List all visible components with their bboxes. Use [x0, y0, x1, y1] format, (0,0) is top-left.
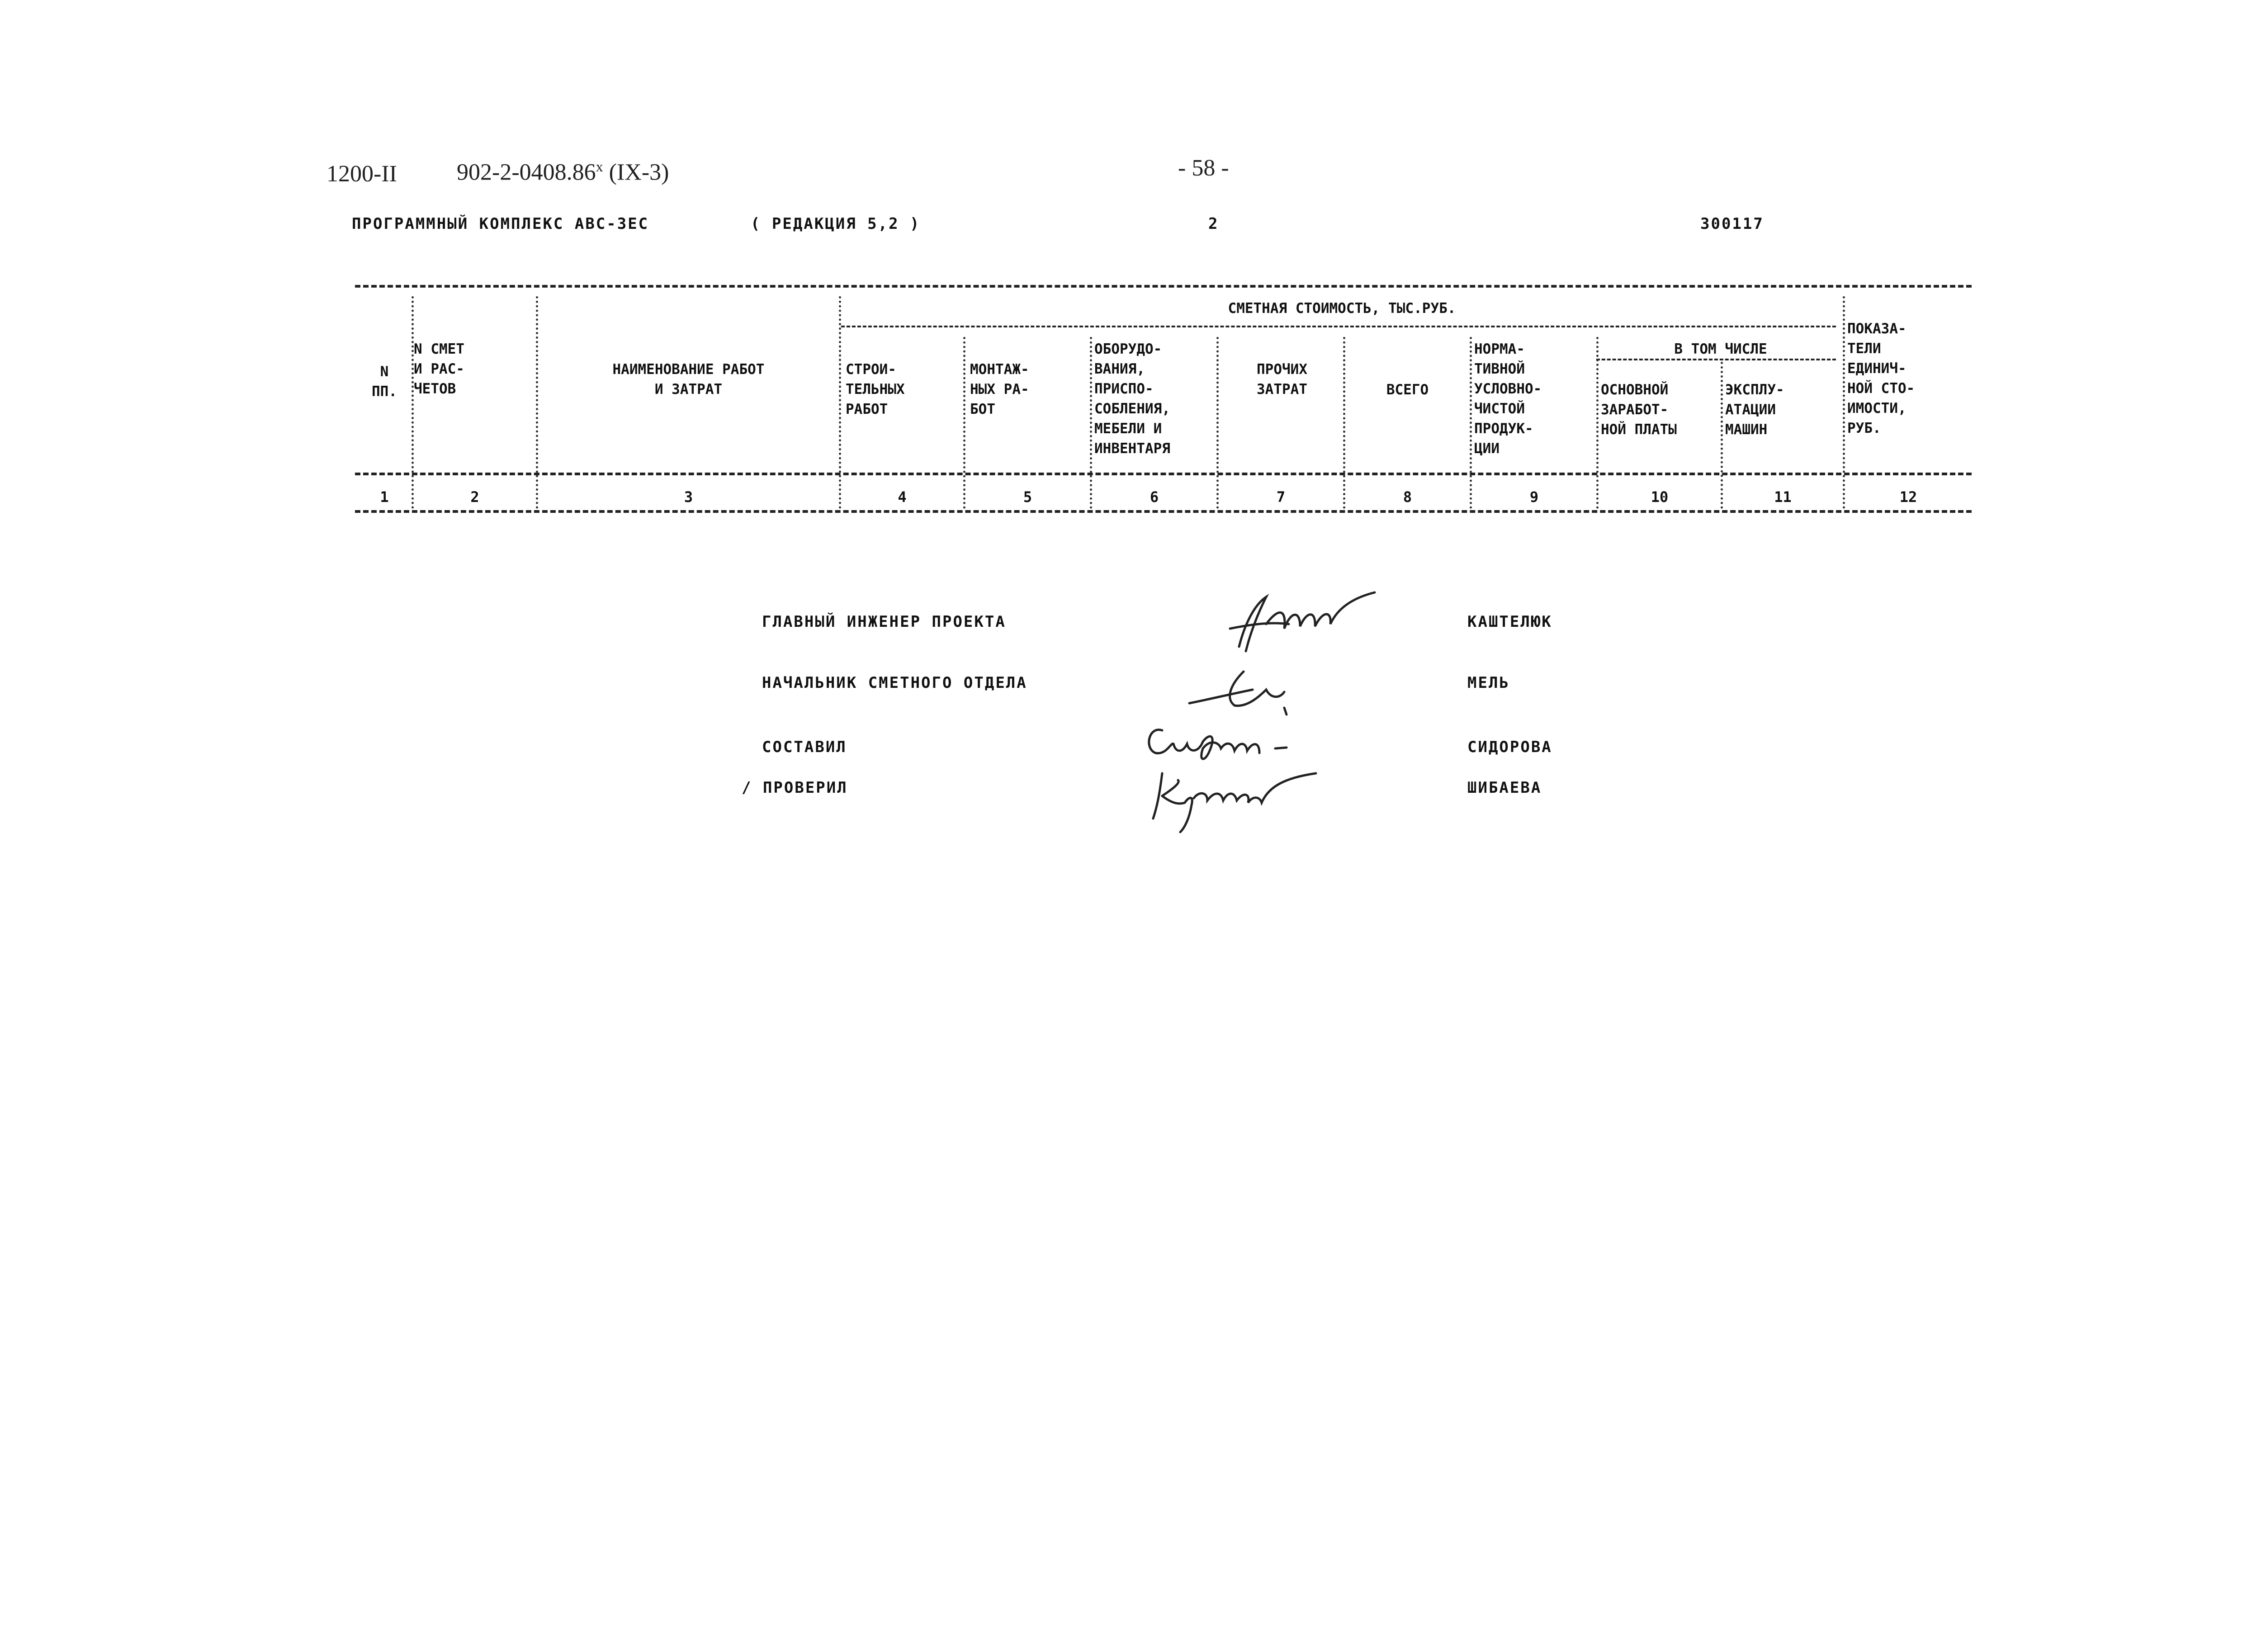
col-sep	[1090, 337, 1092, 509]
col-number-12: 12	[1899, 488, 1917, 506]
signature-scribble-compiled-by	[1131, 717, 1339, 767]
col-equipment-header: ОБОРУДО- ВАНИЯ, ПРИСПО- СОБЛЕНИЯ, МЕБЕЛИ И ИНВЕНТАРЯ	[1094, 341, 1170, 457]
document-code-right: 300117	[1700, 215, 1764, 233]
signature-name-compiled-by: СИДОРОВА	[1467, 738, 1552, 756]
project-code	[457, 158, 669, 185]
col-name-header: НАИМЕНОВАНИЕ РАБОТ И ЗАТРАТ	[612, 361, 765, 398]
col-number-4: 4	[898, 488, 907, 506]
sheet-number: 2	[1208, 215, 1219, 233]
table-bottom-rule	[355, 510, 1972, 513]
col-sep	[1721, 362, 1723, 509]
col-sep	[1343, 337, 1345, 509]
col-number-5: 5	[1023, 488, 1032, 506]
header-bottom-rule	[355, 473, 1972, 475]
project-code-suffix: (IX-3)	[609, 159, 669, 185]
cost-group-title: СМЕТНАЯ СТОИМОСТЬ, ТЫС.РУБ.	[1228, 300, 1456, 317]
col-sep	[1596, 337, 1599, 509]
signature-role-compiled-by: СОСТАВИЛ	[762, 738, 847, 756]
project-code-main: 902-2-0408.86	[457, 159, 596, 185]
subgroup-title: В ТОМ ЧИСЛЕ	[1674, 341, 1767, 357]
signature-name-checked-by: ШИБАЕВА	[1467, 779, 1542, 797]
col-number-7: 7	[1276, 488, 1286, 506]
col-sep	[536, 296, 538, 509]
col-machines-header: ЭКСПЛУ- АТАЦИИ МАШИН	[1725, 382, 1784, 438]
col-total-header: ВСЕГО	[1386, 382, 1429, 398]
col-number-8: 8	[1403, 488, 1412, 506]
group-rule	[841, 326, 1836, 327]
signature-scribble-checked-by	[1135, 760, 1343, 837]
col-sep	[1216, 337, 1219, 509]
edition-label: ( РЕДАКЦИЯ 5,2 )	[751, 215, 921, 233]
col-unit-cost-header: ПОКАЗА- ТЕЛИ ЕДИНИЧ- НОЙ СТО- ИМОСТИ, РУБ.	[1847, 321, 1915, 436]
signature-scribble-chief-engineer	[1212, 579, 1402, 660]
program-title: ПРОГРАММНЫЙ КОМПЛЕКС АВС-ЗЕС	[352, 215, 649, 233]
signature-role-head-of-estimates: НАЧАЛЬНИК СМЕТНОГО ОТДЕЛА	[762, 674, 1027, 692]
col-number-6: 6	[1150, 488, 1159, 506]
col-number-1: 1	[380, 488, 389, 506]
signature-role-checked-by: / ПРОВЕРИЛ	[742, 779, 848, 797]
col-number-9: 9	[1529, 488, 1539, 506]
signature-role-chief-engineer: ГЛАВНЫЙ ИНЖЕНЕР ПРОЕКТА	[762, 613, 1006, 631]
doc-code: 1200-II	[326, 161, 397, 187]
col-number-10: 10	[1651, 488, 1669, 506]
col-number-11: 11	[1774, 488, 1792, 506]
col-other-header: ПРОЧИХ ЗАТРАТ	[1257, 361, 1307, 398]
col-sep	[1843, 296, 1845, 509]
project-code-sup: x	[596, 158, 603, 175]
signature-name-head-of-estimates: МЕЛЬ	[1467, 674, 1510, 692]
signature-name-chief-engineer: КАШТЕЛЮК	[1467, 613, 1552, 631]
col-number-3: 3	[684, 488, 693, 506]
col-sep	[1470, 337, 1472, 509]
col-number-header: N ПП.	[372, 364, 397, 400]
col-number-2: 2	[470, 488, 479, 506]
page-number: - 58 -	[1178, 155, 1229, 181]
col-construction-header: СТРОИ- ТЕЛЬНЫХ РАБОТ	[846, 361, 905, 417]
col-estimate-header: N СМЕТ И РАС- ЧЕТОВ	[414, 341, 464, 397]
signature-scribble-head-of-estimates	[1176, 663, 1320, 721]
col-sep	[839, 296, 841, 509]
col-wages-header: ОСНОВНОЙ ЗАРАБОТ- НОЙ ПЛАТЫ	[1601, 382, 1677, 438]
col-installation-header: МОНТАЖ- НЫХ РА- БОТ	[970, 361, 1029, 417]
table-top-rule	[355, 285, 1972, 288]
col-normative-header: НОРМА- ТИВНОЙ УСЛОВНО- ЧИСТОЙ ПРОДУК- ЦИИ	[1474, 341, 1542, 457]
col-sep	[963, 337, 965, 509]
col-sep	[412, 296, 414, 509]
